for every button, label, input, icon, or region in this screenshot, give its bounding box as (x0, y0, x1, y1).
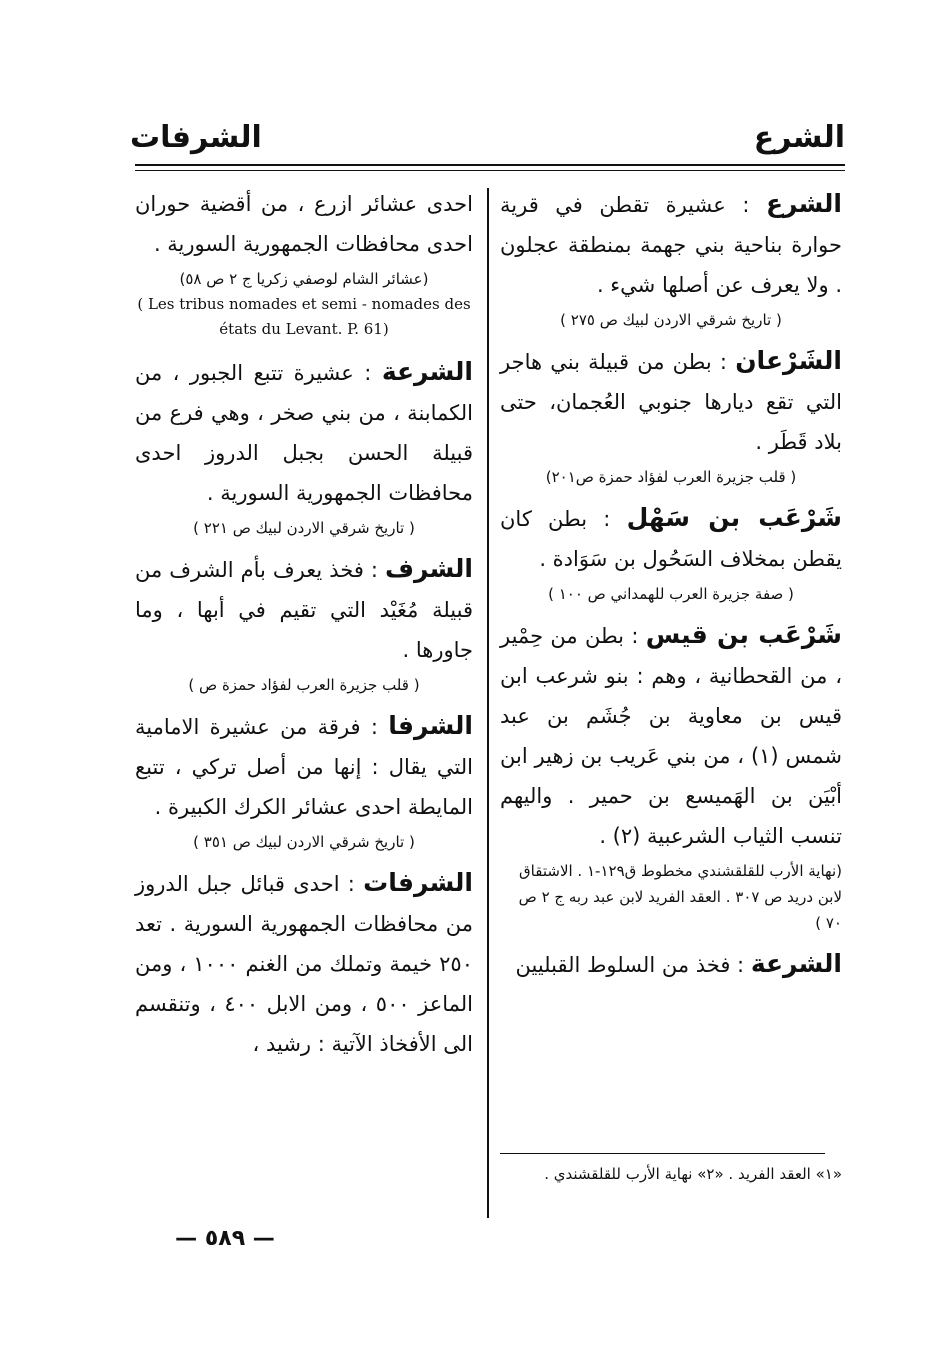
entry-text: : فخذ من السلوط القبليين (515, 953, 745, 977)
right-column (500, 184, 842, 985)
entry-headword: شَرْعَب بن سَهْل (626, 503, 842, 532)
entry-text: : احدى قبائل جبل الدروز من محافظات الجمهورية السورية . تعد ٢٥٠ خيمة وتملك من الغنم ١٠٠٠ ، ومن الماعز ٥٠٠ ، ومن الابل ٤٠٠ ، وتنقسم الى الأفخاذ الآتية : رشيد ، (135, 872, 473, 1056)
footnote-rule (500, 1153, 825, 1154)
entry-headword: الشرفات (363, 868, 473, 897)
entry (500, 944, 842, 985)
entry-source: ( تاريخ شرقي الاردن لبيك ص ٢٧٥ ) (560, 311, 782, 329)
entry-headword: الشرف (385, 554, 473, 583)
header-rule (135, 164, 845, 166)
entry (135, 863, 473, 1064)
entry-source: (عشائر الشام لوصفي زكريا ج ٢ ص ٥٨) (179, 270, 429, 288)
running-head (130, 112, 845, 162)
entry-headword: شَرْعَب بن قيس (645, 620, 842, 649)
entry (500, 615, 842, 856)
entry (500, 184, 842, 305)
entry-headword: الشرعة (381, 357, 473, 386)
entry-text: : فرقة من عشيرة الامامية التي يقال : إنها من أصل تركي ، تتبع المايطة احدى عشائر الكرك الكبيرة . (135, 715, 473, 819)
entry-source: (نهاية الأرب للقلقشندي مخطوط ق١٢٩-١ . الاشتقاق لابن دريد ص ٣٠٧ . العقد الفريد لابن عبد ربه ج ٢ ص ٧٠ ) (518, 862, 842, 932)
running-head-left: الشرفات (130, 119, 262, 155)
entry-text: : فخذ يعرف بأم الشرف من قبيلة مُغَيْد التي تقيم في أبها ، وما جاورها . (135, 558, 473, 662)
running-head-right: الشرع (753, 119, 845, 155)
entry (135, 352, 473, 513)
entry-headword: الشرع (765, 189, 842, 218)
entry-text: : بطن كان يقطن بمخلاف السَحُول بن سَوَادة . (500, 507, 842, 571)
page-number: — ٥٨٩ — (175, 1226, 275, 1251)
entry-source-latin: ( Les tribus nomades et semi - nomades des états du Levant. P. 61) (137, 295, 471, 338)
entry-source: ( صفة جزيرة العرب للهمداني ص ١٠٠ ) (548, 585, 794, 603)
entry-source: ( قلب جزيرة العرب لفؤاد حمزة ص٢٠١) (545, 468, 797, 486)
column-divider (487, 188, 489, 1218)
entry (135, 549, 473, 670)
entry (135, 184, 473, 264)
entry-source: ( قلب جزيرة العرب لفؤاد حمزة ص ) (188, 676, 420, 694)
entry (135, 706, 473, 827)
entry-headword: الشرفا (388, 711, 473, 740)
entry-headword: الشرعة (750, 949, 842, 978)
footnotes: «١» العقد الفريد . «٢» نهاية الأرب للقلقشندي . (544, 1165, 842, 1183)
entry-source: ( تاريخ شرقي الاردن لبيك ص ٣٥١ ) (193, 833, 415, 851)
entry-text: احدى عشائر ازرع ، من أقضية حوران احدى محافظات الجمهورية السورية . (135, 192, 473, 256)
entry-text: : بطن من قبيلة بني هاجر التي تقع ديارها جنوبي العُجمان، حتى بلاد قَطَر . (500, 350, 842, 454)
entry (500, 341, 842, 462)
left-column (135, 184, 473, 1064)
entry (500, 498, 842, 579)
entry-headword: الشَرْعان (735, 346, 842, 375)
header-rule-thin (135, 170, 845, 171)
entry-source: ( تاريخ شرقي الاردن لبيك ص ٢٢١ ) (193, 519, 415, 537)
entry-text: : عشيرة تقطن في قرية حوارة بناحية بني جهمة بمنطقة عجلون . ولا يعرف عن أصلها شيء . (500, 193, 842, 297)
entry-text: : عشيرة تتبع الجبور ، من الكمابنة ، من بني صخر ، وهي فرع من قبيلة الحسن بجبل الدروز احدى محافظات الجمهورية السورية . (135, 361, 473, 505)
entry-text: : بطن من حِمْير ، من القحطانية ، وهم : بنو شرعب ابن قيس بن معاوية بن جُشَم بن عبد شمس (١) ، من بني عَريب بن زهير ابن أبْيَن بن الهَميسع بن حمير . واليهم تنسب الثياب الشرعبية (٢) . (500, 624, 842, 848)
